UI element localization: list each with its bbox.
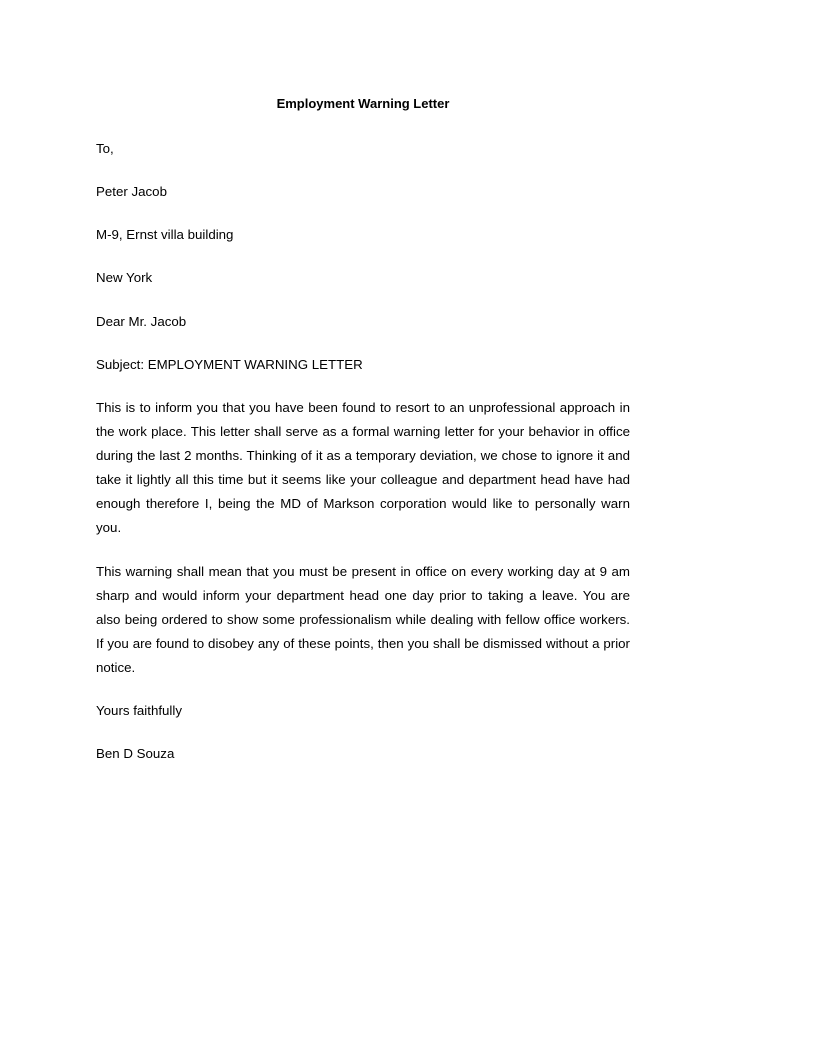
body-paragraph-2: This warning shall mean that you must be present in office on every working day at 9 am sharp and would inform your department head one day prior to taking a leave. You are also being ordered to show some professionalism while dealing with fellow office workers. If you are found to disobey any of these points, then you shall be dismissed without a prior notice. bbox=[96, 564, 630, 675]
recipient-name: Peter Jacob bbox=[96, 184, 167, 199]
subject-line: Subject: EMPLOYMENT WARNING LETTER bbox=[96, 357, 363, 372]
closing-line: Yours faithfully bbox=[96, 703, 182, 718]
city-line: New York bbox=[96, 270, 153, 285]
salutation-to: To, bbox=[96, 141, 114, 156]
greeting: Dear Mr. Jacob bbox=[96, 314, 187, 329]
letter-title: Employment Warning Letter bbox=[276, 96, 450, 111]
body-paragraph-1: This is to inform you that you have been found to resort to an unprofessional approach in the work place. This letter shall serve as a formal warning letter for your behavior in office during the last 2 months. Thinking of it as a temporary deviation, we chose to ignore it and take it lightly all this time but it seems like your colleague and department head have had enough therefore I, being the MD of Markson corporation would like to personally warn you. bbox=[96, 400, 630, 535]
address-line: M-9, Ernst villa building bbox=[96, 227, 234, 242]
signature-name: Ben D Souza bbox=[96, 746, 175, 761]
